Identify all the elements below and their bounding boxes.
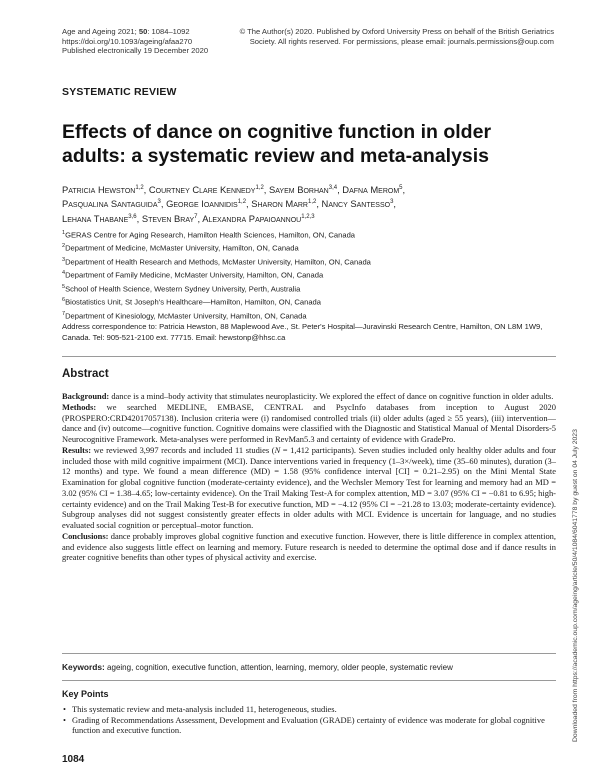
author[interactable]: Steven Bray$^7$ [141, 212, 198, 224]
author[interactable]: George Ioannidis$^{1,2}$ [166, 198, 247, 210]
keywords: Keywords: ageing, cognition, executive function, attention, learning, memory, older people, systematic review [62, 662, 453, 672]
article-title: Effects of dance on cognitive function in older adults: a systematic review and meta-analysis [62, 121, 492, 167]
copyright-notice [236, 27, 554, 46]
author[interactable]: Pasqualina Santaguida$^3$ [62, 198, 161, 210]
divider [62, 356, 556, 357]
copyright-line-2: Society. All rights reserved. For permissions, please email: journals.permissions@oup.com [249, 36, 554, 46]
author[interactable]: Patricia Hewston$^{1,2}$ [62, 184, 144, 196]
affiliation: $^3$Department of Health Research and Methods, McMaster University, Hamilton, ON, Canada [62, 256, 371, 267]
author[interactable]: Sharon Marr$^{1,2}$ [251, 198, 317, 210]
page-number: 1084 [62, 754, 85, 765]
key-point: • This systematic review and meta-analysis included 11, heterogeneous, studies. [62, 704, 556, 715]
key-point: • Grading of Recommendations Assessment, Development and Evaluation (GRADE) certainty of evidence was moderate for global cognitive function and executive function. [62, 715, 556, 736]
abstract-background: Background: dance is a mind–body activity that stimulates neuroplasticity. We explored the effect of dance on cognitive function in older adults. [62, 391, 554, 401]
affiliation: $^2$Department of Medicine, McMaster University, Hamilton, ON, Canada [62, 243, 299, 253]
divider [62, 680, 556, 681]
divider [62, 653, 556, 654]
journal-pages: : 1084–1092 [147, 27, 190, 36]
journal-volume: 50 [138, 27, 148, 36]
author[interactable]: Lehana Thabane$^{3,6}$ [62, 212, 137, 224]
key-points-list [62, 704, 556, 736]
author[interactable]: Alexandra Papaioannou$^{1,2,3}$ [202, 212, 315, 224]
affiliation: $^7$Department of Kinesiology, McMaster University, Hamilton, ON, Canada [62, 310, 307, 321]
abstract-methods: Methods: we searched MEDLINE, EMBASE, CENTRAL and PsycInfo databases from inception to August 2020 (PROSPERO:CRD42017057138). Inclusion criteria were (i) randomised controlled trials (ii) older adults (aged ≥ 55 years), (iii) intervention—dance and (iv) outcome—cognitive function. Cognitive domains were classified with the Diagnostic and Statistical Manual of Mental Disorders-5 Neurocognitive Framework. Meta-analyses were performed in RevMan5.3 and certainty of evidence with GradePro. [62, 401, 556, 444]
doi-link[interactable]: https://doi.org/10.1093/ageing/afaa270 [62, 36, 193, 46]
download-watermark: Downloaded from https://academic.oup.com/ageing/article/50/4/1084/6041778 by guest on 04 July 2023 [572, 429, 579, 742]
abstract-conclusions: Conclusions: dance probably improves global cognitive function and executive function. However, there is little difference in complex attention, and evidence also suggests little effect on learning and memory. Future research is needed to determine the optimal dose and if dance results in greater cognitive benefits than other types of physical activity and exercise. [62, 530, 556, 563]
key-points-heading: Key Points [62, 689, 109, 699]
author[interactable]: Dafna Merom$^5$ [342, 184, 403, 196]
affiliation-list [62, 228, 542, 322]
affiliation: $^5$School of Health Science, Western Sydney University, Perth, Australia [62, 283, 301, 294]
affiliation: $^1$GERAS Centre for Aging Research, Hamilton Health Sciences, Hamilton, ON, Canada [62, 230, 356, 240]
author[interactable]: Sayem Borhan$^{3,4}$ [269, 184, 338, 196]
section-label: SYSTEMATIC REVIEW [62, 86, 177, 98]
correspondence-address: Address correspondence to: Patricia Hewston, 88 Maplewood Ave., St. Peter's Hospital—Juravinski Research Centre, Hamilton, ON L8M 1W9, Canada. Tel: 905-521-2100 ext. 77715. Email: hewstonp@hhsc.ca [62, 322, 543, 342]
abstract-body [62, 391, 556, 563]
affiliation: $^4$Department of Family Medicine, McMaster University, Hamilton, ON, Canada [62, 270, 324, 280]
author[interactable]: Courtney Clare Kennedy$^{1,2}$ [148, 184, 264, 196]
author-list: Patricia Hewston$^{1,2}$, Courtney Clare Kennedy$^{1,2}$, Sayem Borhan$^{3,4}$, Dafna Merom$^5$, Pasqualina Santaguida$^3$, George Ioannidis$^{1,2}$, Sharon Marr$^{1,2}$, Nancy Santesso$^3$, Lehana Thabane$^{3,6}$, Steven Bray$^7$, Alexandra Papaioannou$^{1,2,3}$ [62, 184, 406, 224]
journal-name: Age and Ageing 2021; [62, 27, 137, 36]
copyright-line-1: © The Author(s) 2020. Published by Oxford University Press on behalf of the British Geriatrics [239, 27, 554, 36]
author[interactable]: Nancy Santesso$^3$ [321, 198, 394, 210]
abstract-heading: Abstract [62, 368, 109, 380]
abstract-results: Results: we reviewed 3,997 records and included 11 studies (N = 1,412 participants). Seven studies included only healthy older adults and four included those with mild cognitive impairment (MCI). Dance interventions varied in frequency (1–3×/week), time (35–60 minutes), duration (3–12 months) and type. We found a mean difference (MD) = 1.58 (95% confidence interval [CI] = 0.21–2.95) on the Mini Mental State Examination for global cognitive function (moderate-certainty evidence), and the Wechsler Memory Test for learning and memory had an MD = 3.02 (95% CI = 1.38–4.65; low-certainty evidence). On the Trail Making Test-A for complex attention, MD = 3.07 (95% CI = −0.81 to 6.95; high-certainty evidence) and on the Trail Making Test-B for executive function, MD = −4.12 (95% CI = −21.28 to 13.03; moderate-certainty evidence). Subgroup analyses did not suggest consistently greater effects in older adults with MCI. Evidence is uncertain for language, and no studies evaluated social cognition or perceptual–motor function. [62, 444, 556, 530]
published-date: Published electronically 19 December 2020 [62, 46, 209, 56]
affiliation: $^6$Biostatistics Unit, St Joseph's Healthcare—Hamilton, Hamilton, ON, Canada [62, 297, 322, 307]
